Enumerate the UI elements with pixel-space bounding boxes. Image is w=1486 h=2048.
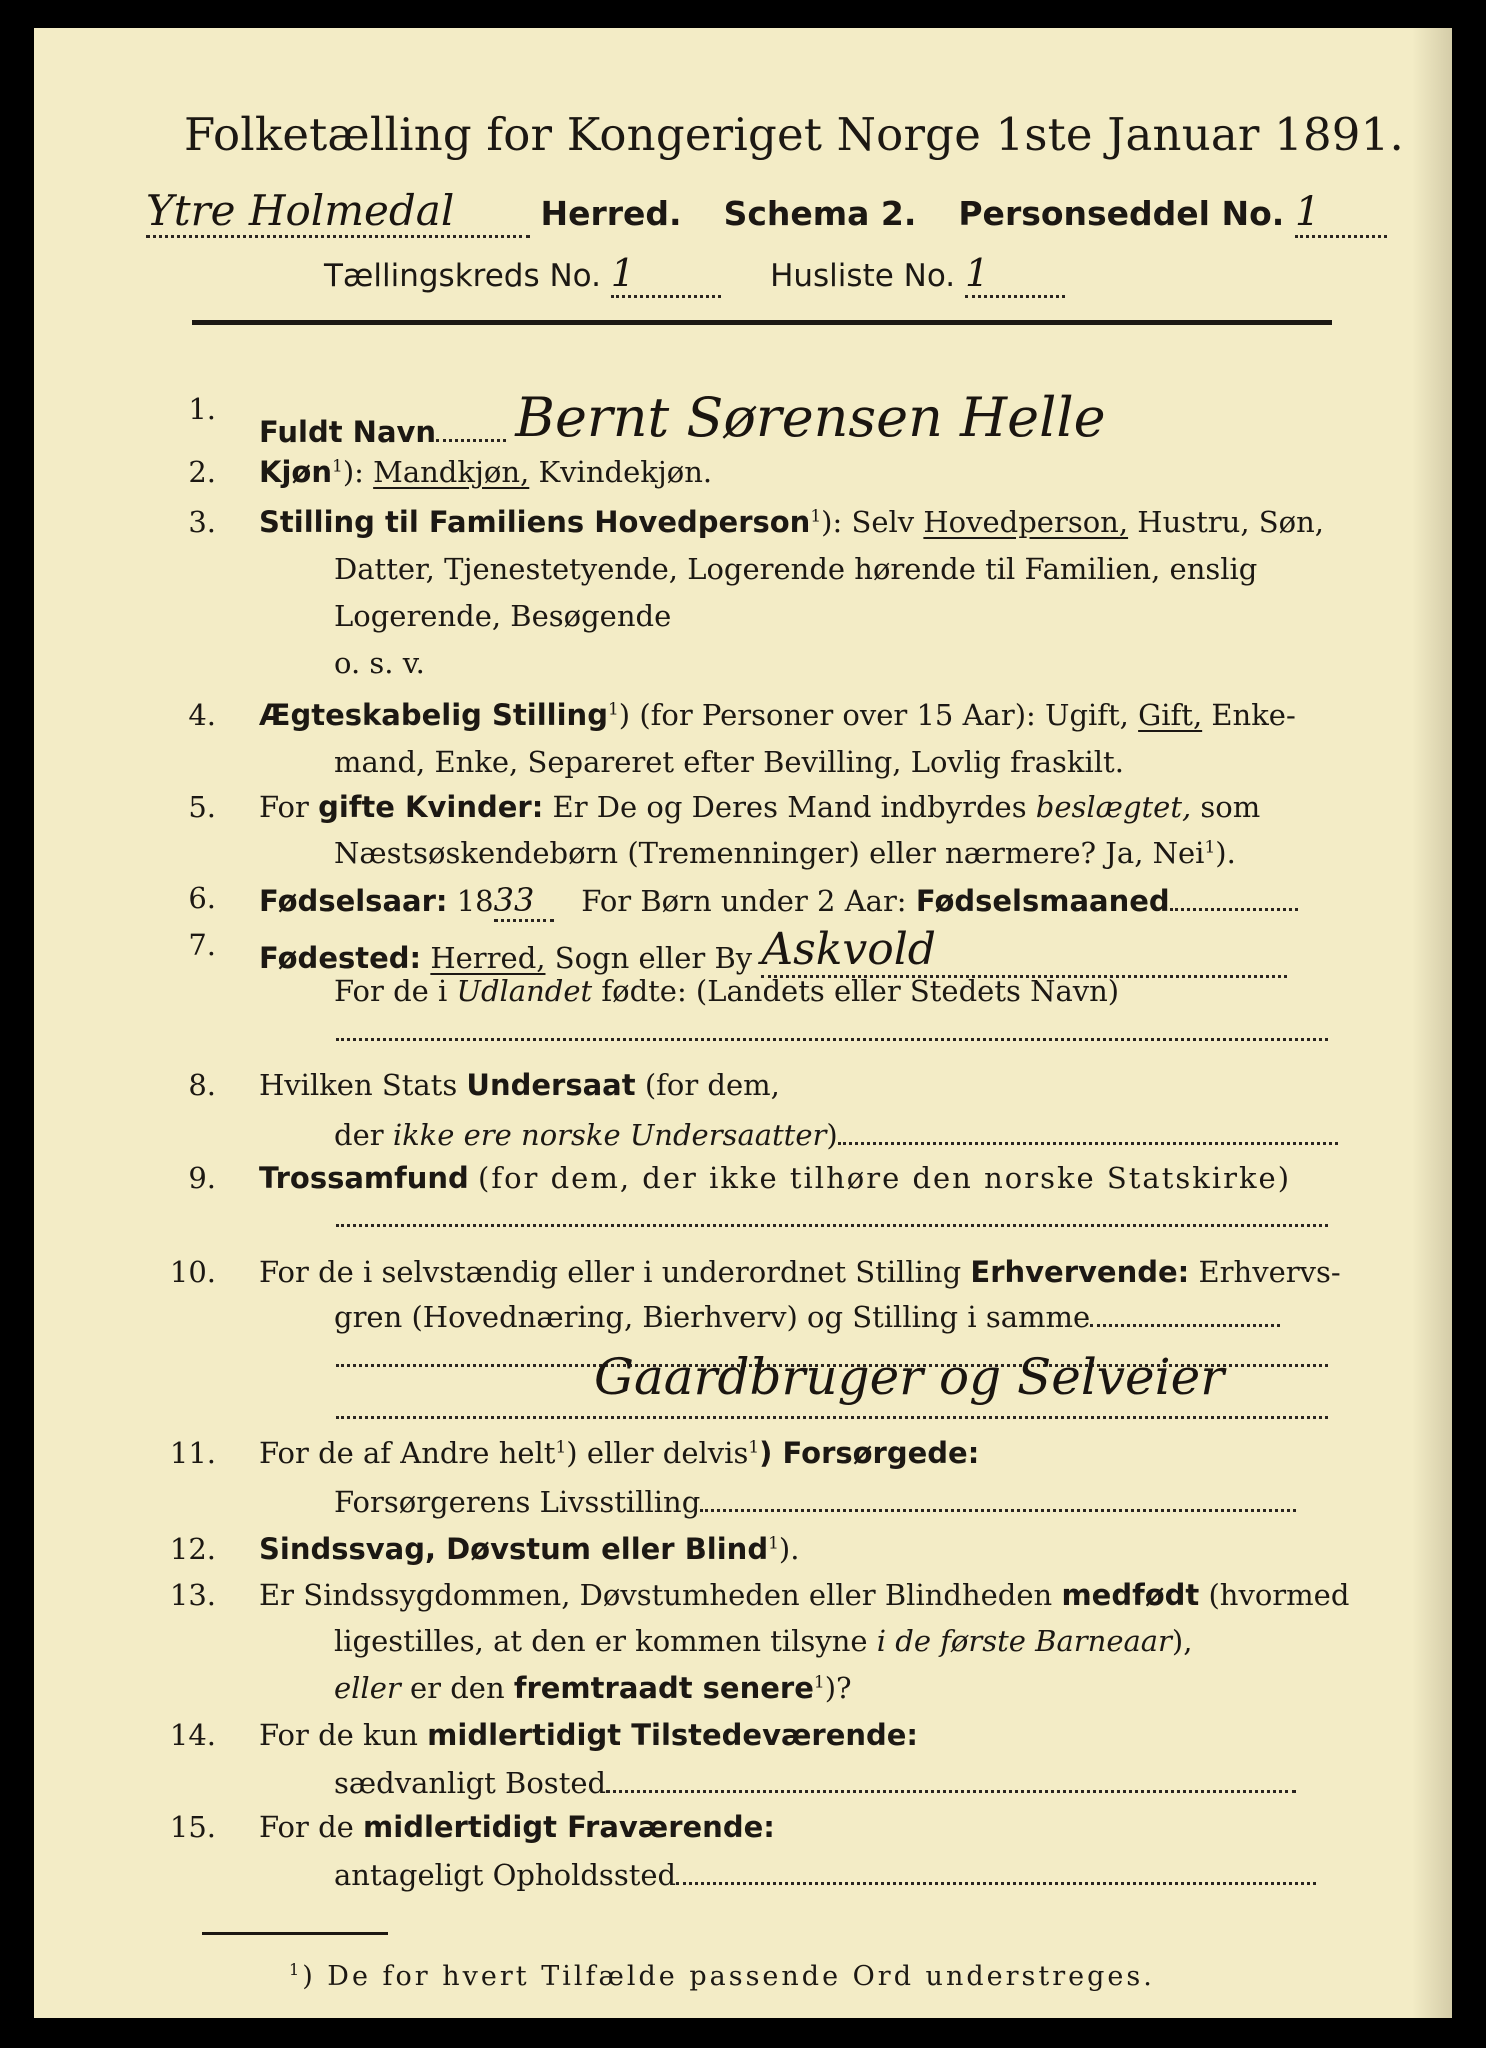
- q11-row: For de af Andre helt$^1$) eller delvis$^1$) Forsørgede:: [259, 1436, 980, 1470]
- q10-label: Erhvervende:: [970, 1255, 1190, 1289]
- q4-label: Ægteskabelig Stilling: [259, 698, 608, 732]
- q11-number: 11.: [169, 1436, 216, 1470]
- q11-line2: Forsørgerens Livsstilling: [334, 1483, 1296, 1519]
- q5-number: 5.: [188, 790, 216, 824]
- q4-option-gift-underlined: Gift,: [1138, 698, 1203, 732]
- q3-line4: o. s. v.: [334, 646, 425, 680]
- q4-row: Ægteskabelig Stilling$^1$) (for Personer over 15 Aar): Ugift, Gift, Enke-: [259, 698, 1296, 732]
- q12-number: 12.: [169, 1532, 216, 1566]
- q5-line2: Næstsøskendebørn (Tremenninger) eller nærmere? Ja, Nei$^1$).: [334, 836, 1236, 870]
- q15-number: 15.: [169, 1810, 216, 1844]
- q13-row: Er Sindssygdommen, Døvstumheden eller Blindheden medfødt (hvormed: [259, 1578, 1350, 1612]
- q9-blank-line: [336, 1210, 1328, 1227]
- q1-row: [259, 386, 1106, 455]
- q2-option-mandkjon-underlined: Mandkjøn,: [373, 455, 530, 489]
- q9-label: Trossamfund: [259, 1161, 469, 1195]
- q2-label: Kjøn: [259, 455, 332, 489]
- q13-label: medfødt: [1061, 1578, 1200, 1612]
- q7-label: Fødested:: [259, 941, 422, 975]
- husliste-label: Husliste No.: [770, 258, 956, 294]
- form-title: Folketælling for Kongeriget Norge 1ste Januar 1891.: [184, 108, 1404, 161]
- footnote: $^1$) De for hvert Tilfælde passende Ord understreges.: [289, 1960, 1155, 1992]
- q10-answer-line: [336, 1402, 1328, 1419]
- q10-answer-handwritten: Gaardbruger og Selveier: [594, 1348, 1225, 1406]
- footnote-divider: [202, 1932, 388, 1935]
- q13-number: 13.: [169, 1578, 216, 1612]
- q7-option-herred-underlined: Herred,: [430, 941, 546, 975]
- q10-number: 10.: [169, 1255, 216, 1289]
- q3-line3: Logerende, Besøgende: [334, 599, 672, 633]
- q9-row: Trossamfund (for dem, der ikke tilhøre den norske Statskirke): [259, 1161, 1292, 1195]
- q7-blank-line: [336, 1024, 1328, 1041]
- q7-number: 7.: [188, 928, 216, 962]
- q8-number: 8.: [188, 1068, 216, 1102]
- q3-number: 3.: [188, 505, 216, 539]
- q15-row: For de midlertidigt Fraværende:: [259, 1810, 775, 1844]
- q14-row: For de kun midlertidigt Tilstedeværende:: [259, 1718, 919, 1752]
- census-form-sheet: [34, 28, 1452, 2018]
- q1-answer-handwritten: Bernt Sørensen Helle: [515, 386, 1106, 449]
- q1-label: Fuldt Navn: [259, 415, 437, 449]
- q10-row: For de i selvstændig eller i underordnet Stilling Erhvervende: Erhvervs-: [259, 1255, 1341, 1289]
- q2-number: 2.: [188, 455, 216, 489]
- schema-label: Schema 2.: [723, 194, 917, 233]
- q3-row: Stilling til Familiens Hovedperson$^1$): Selv Hovedperson, Hustru, Søn,: [259, 505, 1324, 539]
- q3-label: Stilling til Familiens Hovedperson: [259, 505, 811, 539]
- q3-option-hovedperson-underlined: Hovedperson,: [923, 505, 1129, 539]
- q8-label: Undersaat: [466, 1068, 636, 1102]
- q15-label: midlertidigt Fraværende:: [363, 1810, 775, 1844]
- q14-line2: sædvanligt Bosted: [334, 1764, 1296, 1800]
- header-divider: [192, 320, 1332, 325]
- q7-answer-handwritten: Askvold: [761, 924, 1287, 978]
- q14-label: midlertidigt Tilstedeværende:: [427, 1718, 919, 1752]
- q4-line2: mand, Enke, Separeret efter Bevilling, Lovlig fraskilt.: [334, 745, 1124, 779]
- q2-option-kvindekjon: Kvindekjøn.: [538, 455, 713, 489]
- q10-line2: gren (Hovednæring, Bierhverv) og Stilling i samme: [334, 1298, 1280, 1334]
- q6-year-handwritten: 33: [494, 881, 554, 922]
- q7-line2: For de i Udlandet fødte: (Landets eller Stedets Navn): [334, 974, 1120, 1008]
- q8-line2: der ikke ere norske Undersaatter): [334, 1116, 1338, 1152]
- q6-row: Fødselsaar: 1833 For Børn under 2 Aar: Fødselsmaaned: [259, 881, 1298, 922]
- q6-number: 6.: [188, 881, 216, 915]
- q2-row: Kjøn$^1$): Mandkjøn, Kvindekjøn.: [259, 455, 713, 489]
- q10-answer-row: [594, 1348, 1224, 1406]
- q12-row: Sindssvag, Døvstum eller Blind$^1$).: [259, 1532, 800, 1566]
- herred-row: [146, 186, 1387, 238]
- q11-label: ) Forsørgede:: [759, 1436, 980, 1470]
- q5-row: For gifte Kvinder: Er De og Deres Mand indbyrdes beslægtet, som: [259, 790, 1261, 824]
- q7-row: Fødested: Herred, Sogn eller By Askvold: [259, 928, 1287, 982]
- herred-label: Herred.: [540, 194, 682, 233]
- q9-number: 9.: [188, 1161, 216, 1195]
- herred-name-handwritten: Ytre Holmedal: [146, 186, 530, 238]
- personseddel-number-handwritten: 1: [1295, 189, 1387, 238]
- q5-label: gifte Kvinder:: [318, 790, 544, 824]
- q13-line3: eller er den fremtraadt senere$^1$)?: [334, 1671, 852, 1705]
- q6-label: Fødselsaar:: [259, 884, 448, 918]
- kreds-row: [324, 251, 1065, 298]
- q14-number: 14.: [169, 1718, 216, 1752]
- q8-row: Hvilken Stats Undersaat (for dem,: [259, 1068, 780, 1102]
- q3-line2: Datter, Tjenestetyende, Logerende hørende til Familien, enslig: [334, 552, 1258, 586]
- q1-number: 1.: [188, 392, 216, 426]
- husliste-number-handwritten: 1: [965, 251, 1065, 298]
- q15-line2: antageligt Opholdssted: [334, 1856, 1316, 1892]
- q13-line2: ligestilles, at den er kommen tilsyne i de første Barneaar),: [334, 1624, 1193, 1658]
- q4-number: 4.: [188, 698, 216, 732]
- personseddel-label: Personseddel No.: [958, 194, 1285, 233]
- q12-label: Sindssvag, Døvstum eller Blind: [259, 1532, 769, 1566]
- kreds-label: Tællingskreds No.: [324, 258, 601, 294]
- kreds-number-handwritten: 1: [611, 251, 721, 298]
